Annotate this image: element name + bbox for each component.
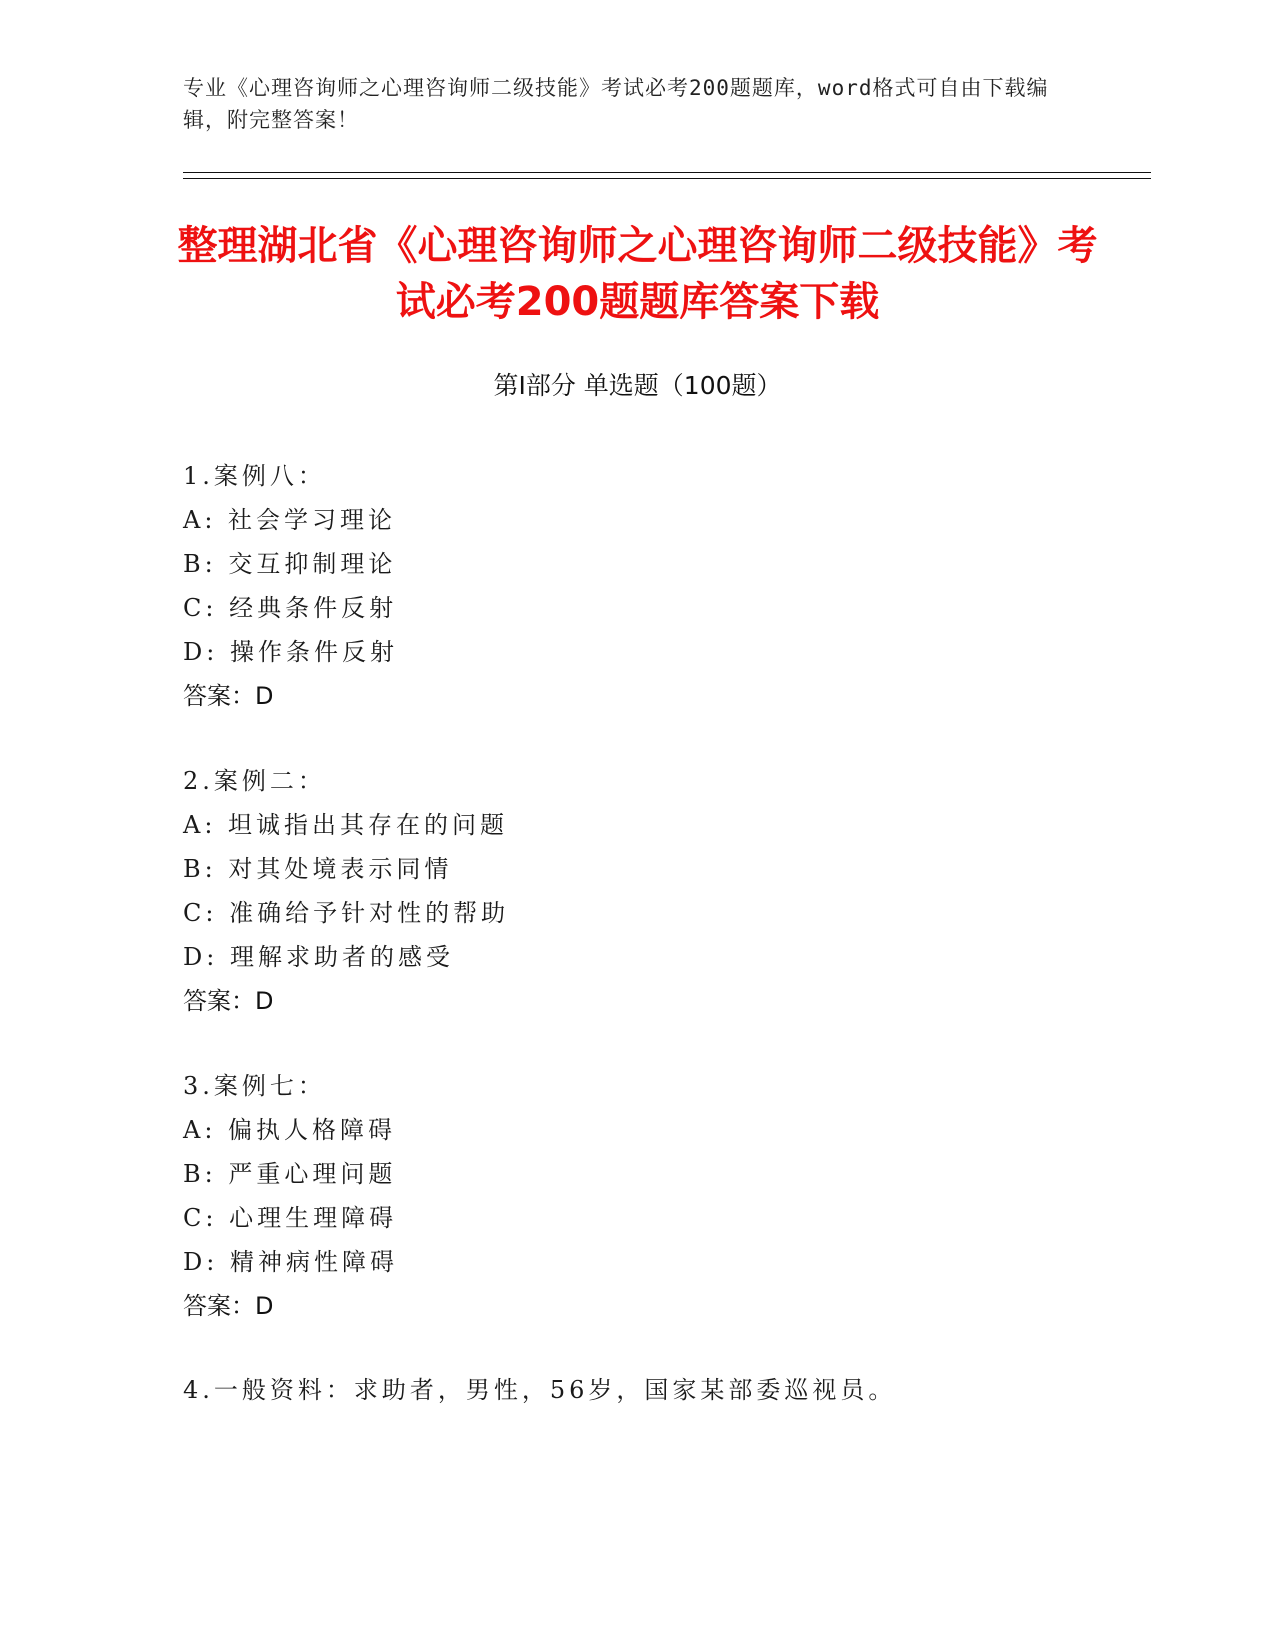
option-b: B: 交互抑制理论	[183, 550, 397, 578]
question-stem: 2.案例二：	[183, 767, 326, 795]
option-b: B: 严重心理问题	[183, 1160, 397, 1188]
answer-line: 答案：D	[183, 987, 274, 1015]
question-block	[183, 454, 1123, 718]
option-c: C: 经典条件反射	[183, 594, 398, 622]
question-stem: 3.案例七：	[183, 1072, 326, 1100]
option-d: D: 理解求助者的感受	[183, 943, 454, 971]
question-block	[183, 759, 1123, 1023]
option-d: D: 操作条件反射	[183, 638, 398, 666]
header-divider-bottom	[183, 178, 1151, 179]
section-title: 第I部分 单选题（100题）	[493, 371, 782, 400]
answer-line: 答案：D	[183, 1292, 274, 1320]
header-note: 专业《心理咨询师之心理咨询师二级技能》考试必考200题题库，word格式可自由下载编辑，附完整答案！	[183, 76, 1049, 132]
question-block	[183, 1064, 1123, 1328]
option-a: A: 坦诚指出其存在的问题	[183, 811, 509, 839]
answer-line: 答案：D	[183, 682, 274, 710]
option-a: A: 社会学习理论	[183, 506, 397, 534]
question-stem: 4.一般资料：求助者，男性，56岁，国家某部委巡视员。	[183, 1376, 897, 1404]
option-c: C: 心理生理障碍	[183, 1204, 398, 1232]
option-a: A: 偏执人格障碍	[183, 1116, 397, 1144]
option-d: D: 精神病性障碍	[183, 1248, 398, 1276]
option-b: B: 对其处境表示同情	[183, 855, 453, 883]
question-block	[183, 1368, 1123, 1412]
option-c: C: 准确给予针对性的帮助	[183, 899, 510, 927]
question-stem: 1.案例八：	[183, 462, 326, 490]
document-title: 整理湖北省《心理咨询师之心理咨询师二级技能》考试必考200题题库答案下载	[177, 223, 1098, 325]
header-divider-top	[183, 172, 1151, 173]
